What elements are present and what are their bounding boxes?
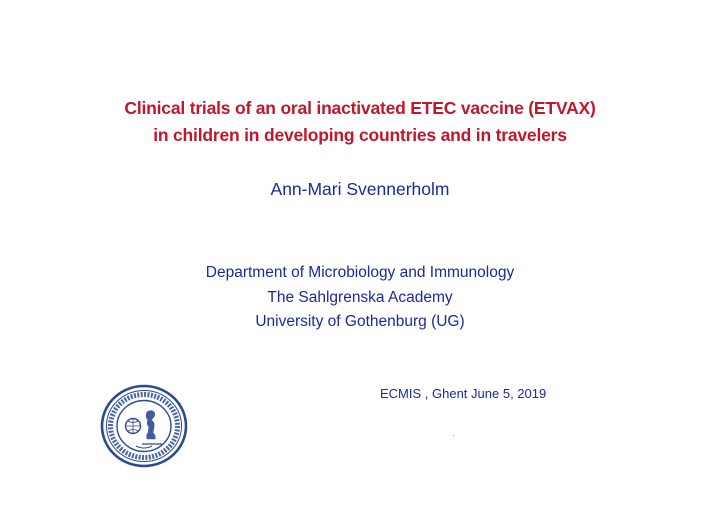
event-date: ECMIS , Ghent June 5, 2019 [380,386,547,401]
stray-dot [453,435,454,436]
university-of-gothenburg-seal-icon [100,384,188,468]
author-name: Ann-Mari Svennerholm [270,179,450,199]
affiliation-academy: The Sahlgrenska Academy [267,288,453,306]
slide-title-line-1: Clinical trials of an oral inactivated ETEC vaccine (ETVAX) [124,98,596,118]
slide-title-line-2: in children in developing countries and in travelers [153,125,567,145]
affiliation-department: Department of Microbiology and Immunology [205,264,515,281]
affiliation-block [0,261,720,335]
slide-title [0,95,720,149]
affiliation-university: University of Gothenburg (UG) [255,313,465,330]
